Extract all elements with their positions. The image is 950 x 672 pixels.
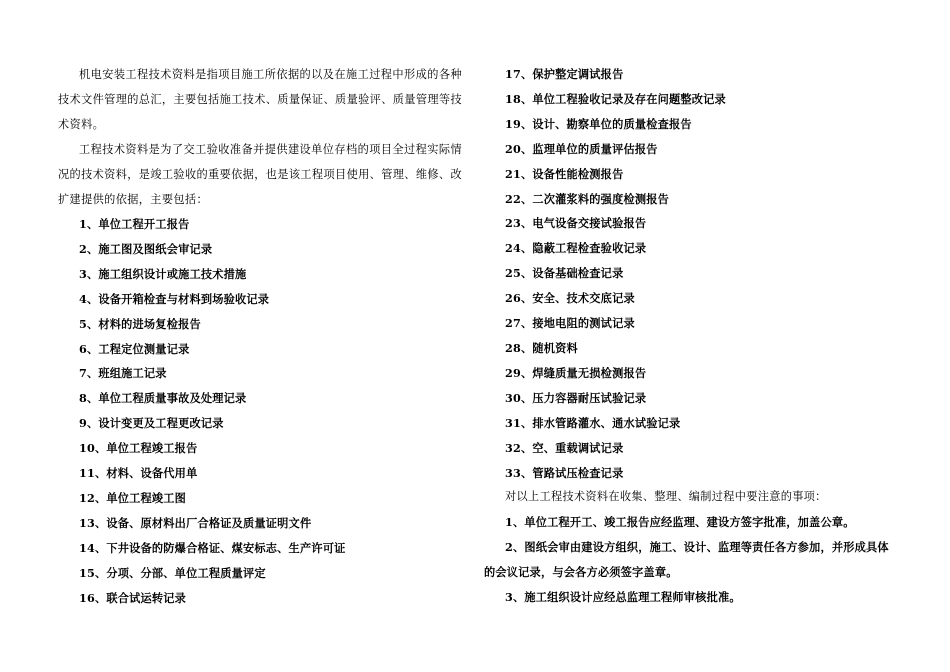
list-item: 18、单位工程验收记录及存在问题整改记录 (505, 91, 726, 106)
list-item: 8、单位工程质量事故及处理记录 (79, 391, 247, 406)
list-item: 12、单位工程竣工图 (79, 490, 187, 505)
list-item: 3、施工组织设计或施工技术措施 (79, 266, 247, 281)
list-item: 32、空、重载调试记录 (505, 440, 624, 455)
list-item: 14、下井设备的防爆合格证、煤安标志、生产许可证 (79, 540, 346, 555)
list-item: 23、电气设备交接试验报告 (505, 216, 647, 231)
list-item: 20、监理单位的质量评估报告 (505, 141, 658, 156)
list-item: 24、隐蔽工程检查验收记录 (505, 241, 647, 256)
list-item: 22、二次灌浆料的强度检测报告 (505, 191, 670, 206)
list-item: 30、压力容器耐压试验记录 (505, 390, 647, 405)
list-item: 28、随机资料 (505, 340, 578, 355)
list-item: 33、管路试压检查记录 (505, 465, 624, 480)
list-item: 7、班组施工记录 (79, 366, 167, 381)
intro-paragraph-2: 工程技术资料是为了交工验收准备并提供建设单位存档的项目全过程实际情况的技术资料，是竣工验收的重要依据，也是该工程项目使用、管理、维修、改扩建提供的依据，主要包括： (58, 143, 462, 206)
list-item: 11、材料、设备代用单 (79, 466, 198, 481)
right-column (484, 62, 894, 610)
intro-paragraph-1: 机电安装工程技术资料是指项目施工所依据的以及在施工过程中形成的各种技术文件管理的总汇，主要包括施工技术、质量保证、质量验评、质量管理等技术资料。 (58, 68, 462, 131)
list-item: 17、保护整定调试报告 (505, 67, 624, 81)
notes-intro: 对以上工程技术资料在收集、整理、编制过程中要注意的事项： (505, 490, 827, 504)
list-item: 5、材料的进场复检报告 (79, 316, 201, 331)
list-item: 19、设计、勘察单位的质量检查报告 (505, 116, 692, 131)
list-item: 27、接地电阻的测试记录 (505, 316, 635, 331)
note-item: 1、单位工程开工、竣工报告应经监理、建设方签字批准，加盖公章。 (505, 515, 855, 530)
right-item-list (484, 62, 894, 485)
list-item: 6、工程定位测量记录 (79, 341, 190, 356)
list-item: 16、联合试运转记录 (79, 590, 187, 605)
list-item: 10、单位工程竣工报告 (79, 441, 198, 456)
list-item: 26、安全、技术交底记录 (505, 291, 635, 306)
list-item: 9、设计变更及工程更改记录 (79, 416, 224, 431)
list-item: 2、施工图及图纸会审记录 (79, 241, 213, 256)
list-item: 29、焊缝质量无损检测报告 (505, 365, 647, 380)
list-item: 13、设备、原材料出厂合格证及质量证明文件 (79, 515, 312, 530)
list-item: 25、设备基础检查记录 (505, 266, 624, 281)
list-item: 21、设备性能检测报告 (505, 166, 624, 181)
note-item: 3、施工组织设计应经总监理工程师审核批准。 (505, 590, 741, 605)
list-item: 31、排水管路灌水、通水试验记录 (505, 415, 681, 430)
list-item: 4、设备开箱检查与材料到场验收记录 (79, 291, 270, 306)
left-column (58, 62, 462, 611)
note-item: 2、图纸会审由建设方组织，施工、设计、监理等责任各方参加，并形成具体的会议记录，与会各方必须签字盖章。 (484, 540, 889, 580)
list-item: 1、单位工程开工报告 (79, 217, 190, 231)
notes-list (484, 510, 894, 610)
list-item: 15、分项、分部、单位工程质量评定 (79, 565, 266, 580)
left-item-list (58, 212, 462, 611)
